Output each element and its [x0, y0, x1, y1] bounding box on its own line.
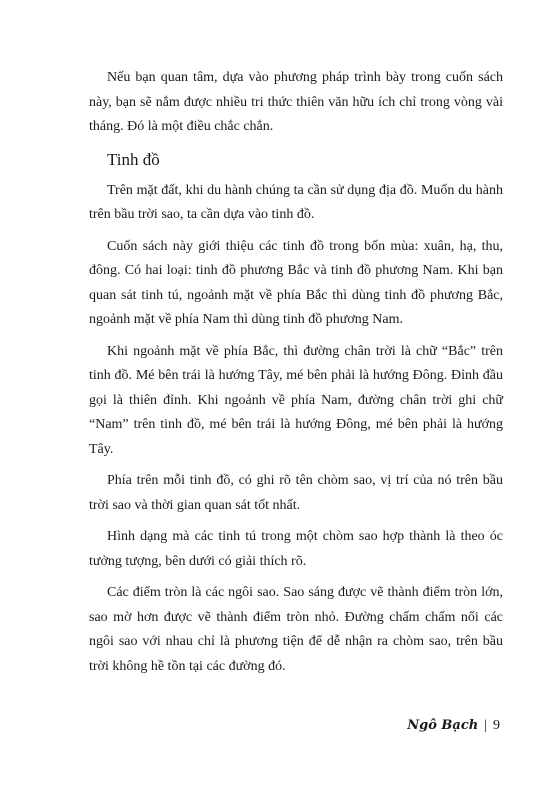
footer-separator: |: [484, 718, 487, 733]
paragraph-3: Khi ngoảnh mặt về phía Bắc, thì đường chân trời là chữ “Bắc” trên tinh đồ. Mé bên trái là hướng Tây, mé bên phải là hướng Đông. Đỉnh đầu gọi là thiên đỉnh. Khi ngoảnh về phía Nam, đường chân trời ghi chữ “Nam” trên tinh đồ, mé bên trái là hướng Đông, mé bên phải là hướng Tây.: [89, 343, 503, 457]
page-number: 9: [493, 718, 500, 733]
paragraph-5: Hình dạng mà các tinh tú trong một chòm sao hợp thành là theo óc tưởng tượng, bên dưới có giải thích rõ.: [89, 529, 503, 569]
paragraph-4: Phía trên mỗi tinh đồ, có ghi rõ tên chòm sao, vị trí của nó trên bầu trời sao và thời gian quan sát tốt nhất.: [89, 473, 503, 513]
footer-author: Ngô Bạch: [407, 718, 479, 733]
page-footer: [407, 716, 500, 736]
paragraph-2: Cuốn sách này giới thiệu các tinh đồ trong bốn mùa: xuân, hạ, thu, đông. Có hai loại: tinh đồ phương Bắc và tinh đồ phương Nam. Khi bạn quan sát tinh tú, ngoảnh mặt về phía Bắc thì dùng tinh đồ phương Bắc, ngoảnh mặt về phía Nam thì dùng tinh đồ phương Nam.: [89, 238, 503, 327]
page-body: [89, 66, 503, 686]
intro-paragraph: Nếu bạn quan tâm, dựa vào phương pháp trình bày trong cuốn sách này, bạn sẽ nắm được nhiều tri thức thiên văn hữu ích chỉ trong vòng vài tháng. Đó là một điều chắc chắn.: [89, 70, 503, 134]
paragraph-1: Trên mặt đất, khi du hành chúng ta cần sử dụng địa đồ. Muốn du hành trên bầu trời sao, ta cần dựa vào tinh đồ.: [89, 182, 503, 222]
paragraph-6: Các điểm tròn là các ngôi sao. Sao sáng được vẽ thành điểm tròn lớn, sao mờ hơn được vẽ thành điểm tròn nhỏ. Đường chấm chấm nối các ngôi sao với nhau chỉ là phương tiện để dễ nhận ra chòm sao, trên bầu trời không hề tồn tại các đường đó.: [89, 585, 503, 674]
section-heading: Tinh đồ: [107, 149, 160, 169]
